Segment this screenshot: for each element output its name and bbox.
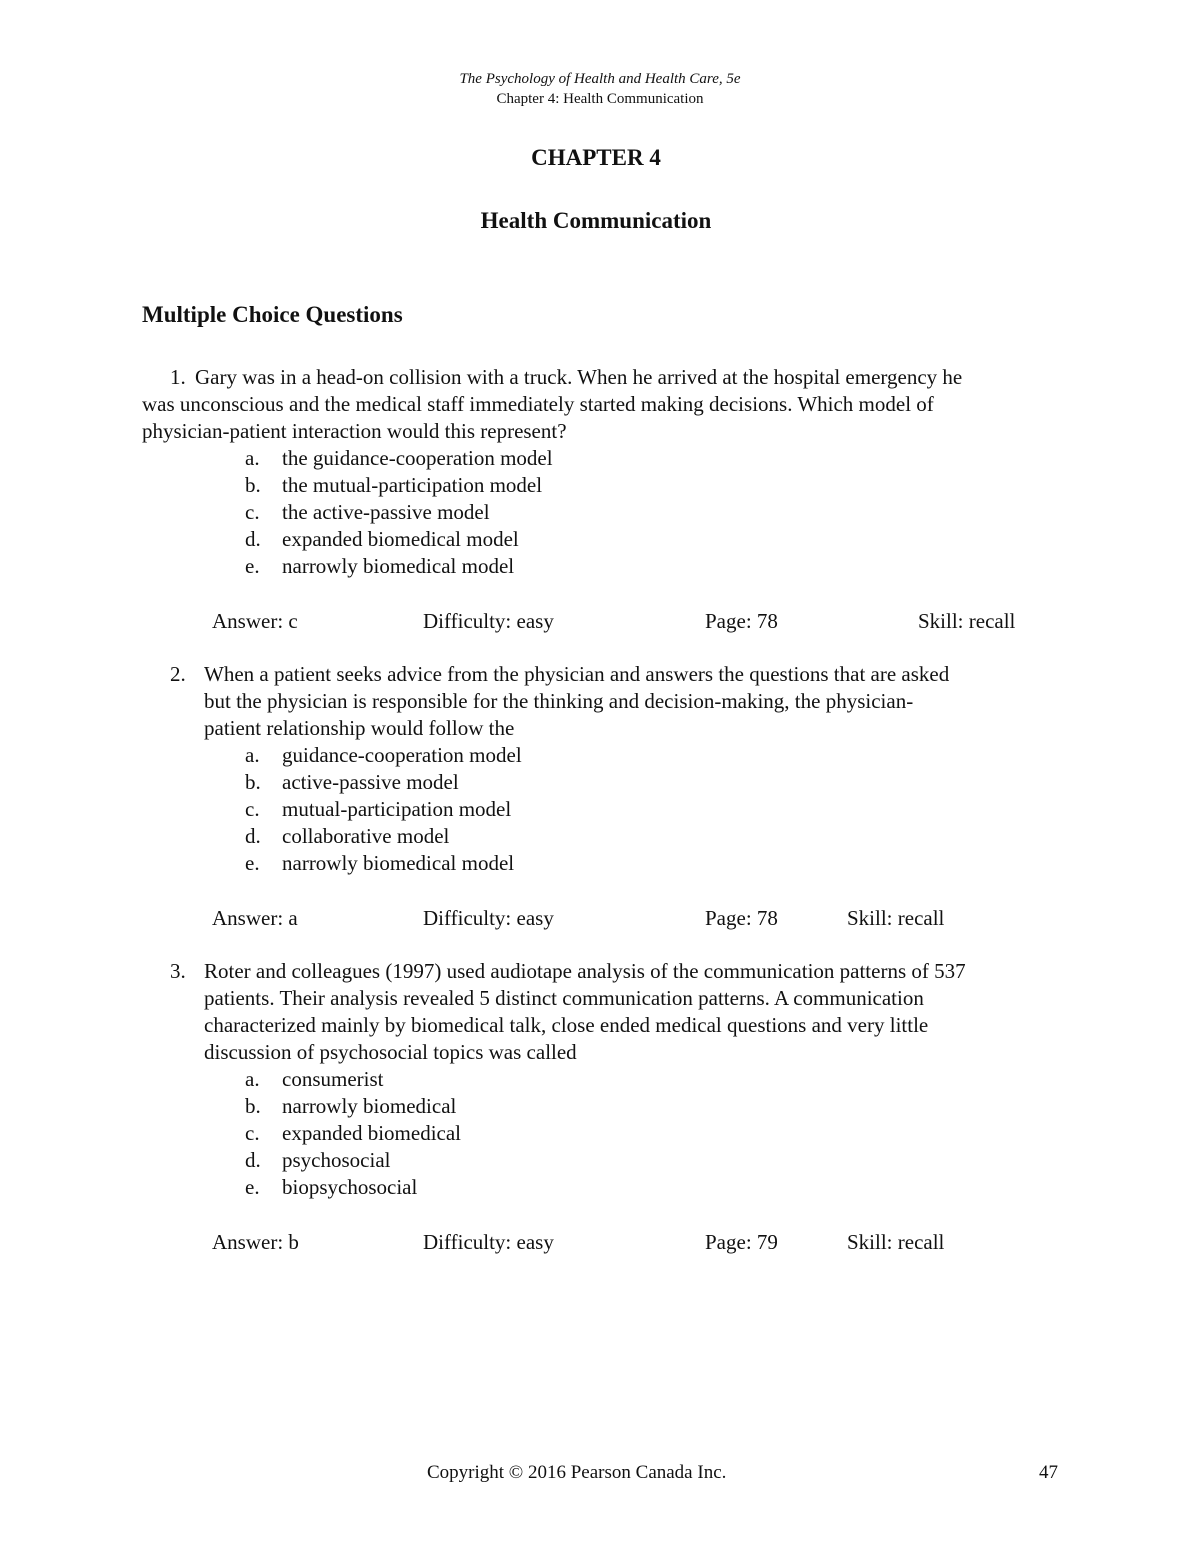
answer-option xyxy=(142,472,1062,499)
option-text: mutual-participation model xyxy=(282,797,512,821)
option-letter: e. xyxy=(245,851,260,875)
question-text-line xyxy=(142,715,1062,742)
question-text-line xyxy=(142,661,1062,688)
question-text: When a patient seeks advice from the physician and answers the questions that are asked xyxy=(204,662,950,686)
answer-option xyxy=(142,796,1062,823)
question-text: discussion of psychosocial topics was called xyxy=(204,1040,577,1064)
chapter-heading: CHAPTER 4 xyxy=(531,145,661,170)
option-text: narrowly biomedical model xyxy=(282,851,515,875)
question-text: physician-patient interaction would this represent? xyxy=(142,419,567,443)
option-letter: e. xyxy=(245,554,260,578)
chapter-title: Health Communication xyxy=(480,208,712,233)
page-label: Page: 79 xyxy=(705,1230,778,1254)
option-text: expanded biomedical model xyxy=(282,527,519,551)
answer-option xyxy=(142,553,1062,580)
option-text: collaborative model xyxy=(282,824,450,848)
skill-label: Skill: recall xyxy=(847,906,945,930)
answer-option xyxy=(142,1093,1062,1120)
answer-option xyxy=(142,1066,1062,1093)
page-number: 47 xyxy=(1039,1462,1058,1483)
question-text-line xyxy=(142,985,1062,1012)
section-heading: Multiple Choice Questions xyxy=(142,302,403,327)
answer-option xyxy=(142,526,1062,553)
page-label: Page: 78 xyxy=(705,609,778,633)
option-text: the active-passive model xyxy=(282,500,490,524)
skill-label: Skill: recall xyxy=(847,1230,945,1254)
question-number: 1. xyxy=(170,365,186,389)
answer-label: Answer: b xyxy=(212,1230,299,1254)
option-letter: c. xyxy=(245,500,260,524)
option-text: consumerist xyxy=(282,1067,384,1091)
question-text-line xyxy=(142,1039,1062,1066)
option-letter: b. xyxy=(245,1094,261,1118)
option-text: psychosocial xyxy=(282,1148,391,1172)
question-text-line xyxy=(142,418,1062,445)
question-number: 2. xyxy=(170,662,186,686)
option-text: narrowly biomedical model xyxy=(282,554,515,578)
difficulty-label: Difficulty: easy xyxy=(423,609,554,633)
difficulty-label: Difficulty: easy xyxy=(423,1230,554,1254)
option-letter: c. xyxy=(245,797,260,821)
answer-option xyxy=(142,1174,1062,1201)
question-text-line xyxy=(142,688,1062,715)
question-text: Roter and colleagues (1997) used audiotape analysis of the communication patterns of 537 xyxy=(204,959,966,983)
option-letter: e. xyxy=(245,1175,260,1199)
answer-key-row xyxy=(142,608,1062,635)
skill-label: Skill: recall xyxy=(918,609,1016,633)
option-letter: a. xyxy=(245,743,260,767)
option-text: narrowly biomedical xyxy=(282,1094,457,1118)
running-header-book-title: The Psychology of Health and Health Care, 5e xyxy=(459,71,741,87)
option-text: guidance-cooperation model xyxy=(282,743,522,767)
running-header-chapter: Chapter 4: Health Communication xyxy=(496,91,704,107)
option-text: active-passive model xyxy=(282,770,459,794)
option-letter: b. xyxy=(245,473,261,497)
option-letter: a. xyxy=(245,1067,260,1091)
question-text: but the physician is responsible for the thinking and decision-making, the physician- xyxy=(204,689,914,713)
question-text-line xyxy=(142,391,1062,418)
option-text: the mutual-participation model xyxy=(282,473,543,497)
difficulty-label: Difficulty: easy xyxy=(423,906,554,930)
question-text: was unconscious and the medical staff immediately started making decisions. Which model of xyxy=(142,392,934,416)
answer-option xyxy=(142,499,1062,526)
question-text: Gary was in a head-on collision with a truck. When he arrived at the hospital emergency he xyxy=(195,365,963,389)
question-1 xyxy=(142,364,1062,635)
option-letter: d. xyxy=(245,527,261,551)
page-label: Page: 78 xyxy=(705,906,778,930)
option-letter: b. xyxy=(245,770,261,794)
option-text: biopsychosocial xyxy=(282,1175,418,1199)
answer-key-row xyxy=(142,1229,1062,1256)
answer-option xyxy=(142,1147,1062,1174)
question-text-line xyxy=(142,364,1062,391)
answer-key-row xyxy=(142,905,1062,932)
answer-label: Answer: c xyxy=(212,609,298,633)
option-text: the guidance-cooperation model xyxy=(282,446,553,470)
option-letter: a. xyxy=(245,446,260,470)
option-letter: d. xyxy=(245,824,261,848)
question-number: 3. xyxy=(170,959,186,983)
copyright-footer: Copyright © 2016 Pearson Canada Inc. xyxy=(427,1462,727,1483)
question-text: patient relationship would follow the xyxy=(204,716,515,740)
answer-label: Answer: a xyxy=(212,906,298,930)
question-2 xyxy=(142,661,1062,932)
answer-option xyxy=(142,823,1062,850)
answer-option xyxy=(142,769,1062,796)
question-text-line xyxy=(142,1012,1062,1039)
answer-option xyxy=(142,1120,1062,1147)
option-letter: d. xyxy=(245,1148,261,1172)
answer-option xyxy=(142,742,1062,769)
question-text: characterized mainly by biomedical talk, close ended medical questions and very little xyxy=(204,1013,929,1037)
question-3 xyxy=(142,958,1062,1256)
answer-option xyxy=(142,445,1062,472)
option-letter: c. xyxy=(245,1121,260,1145)
question-text-line xyxy=(142,958,1062,985)
option-text: expanded biomedical xyxy=(282,1121,462,1145)
answer-option xyxy=(142,850,1062,877)
question-text: patients. Their analysis revealed 5 distinct communication patterns. A communication xyxy=(204,986,924,1010)
